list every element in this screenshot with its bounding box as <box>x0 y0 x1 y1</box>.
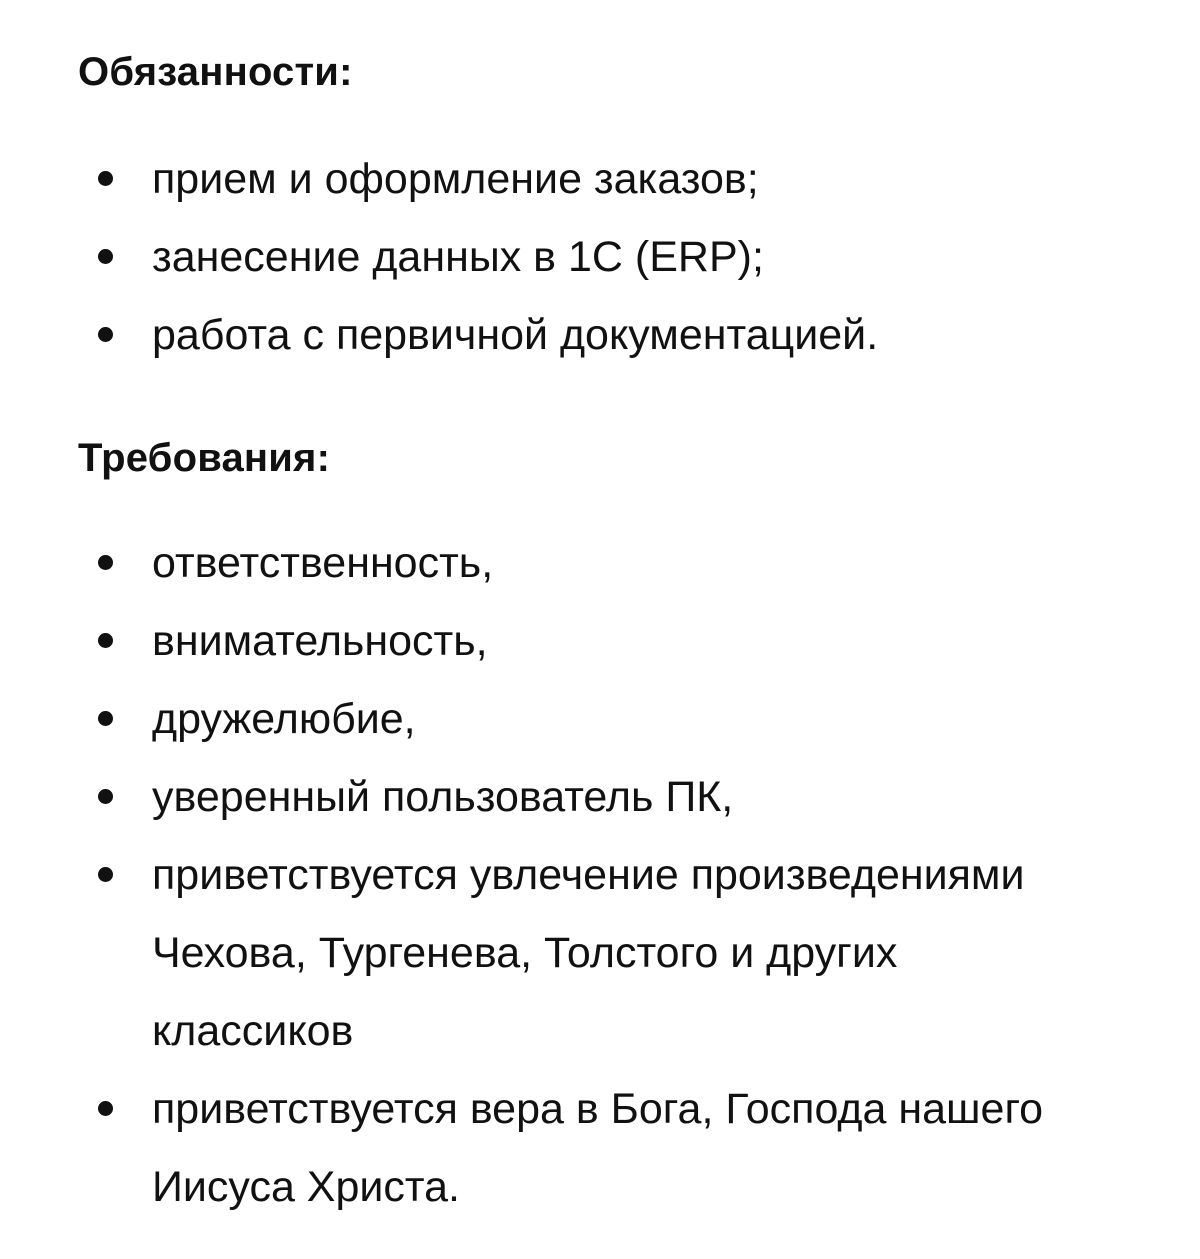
list-item <box>0 758 1052 836</box>
list-item-text: уверенный пользователь ПК, <box>152 773 734 821</box>
list-item <box>0 836 1052 1070</box>
list-item-text: дружелюбие, <box>152 695 416 743</box>
duties-list <box>0 140 1052 374</box>
requirements-list <box>0 524 1052 1226</box>
bullet-icon <box>98 249 113 264</box>
bullet-icon <box>98 711 113 726</box>
list-item-text: приветствуется увлечение произведениями Чехова, Тургенева, Толстого и других классиков <box>152 851 1025 1055</box>
list-item-text: приветствуется вера в Бога, Господа нашего Иисуса Христа. <box>152 1085 1044 1211</box>
duties-heading: Обязанности: <box>78 50 353 94</box>
bullet-icon <box>98 789 113 804</box>
bullet-icon <box>98 327 113 342</box>
list-item-text: ответственность, <box>152 539 494 587</box>
list-item <box>0 1070 1052 1226</box>
list-item <box>0 524 1052 602</box>
list-item-text: прием и оформление заказов; <box>152 155 759 203</box>
list-item <box>0 140 1052 218</box>
list-item <box>0 602 1052 680</box>
bullet-icon <box>98 1101 113 1116</box>
list-item-text: занесение данных в 1С (ERP); <box>152 233 764 281</box>
requirements-heading: Требования: <box>78 436 331 480</box>
list-item-text: внимательность, <box>152 617 488 665</box>
list-item-text: работа с первичной документацией. <box>152 311 879 359</box>
list-item <box>0 296 1052 374</box>
list-item <box>0 680 1052 758</box>
bullet-icon <box>98 171 113 186</box>
list-item <box>0 218 1052 296</box>
bullet-icon <box>98 867 113 882</box>
bullet-icon <box>98 633 113 648</box>
bullet-icon <box>98 555 113 570</box>
